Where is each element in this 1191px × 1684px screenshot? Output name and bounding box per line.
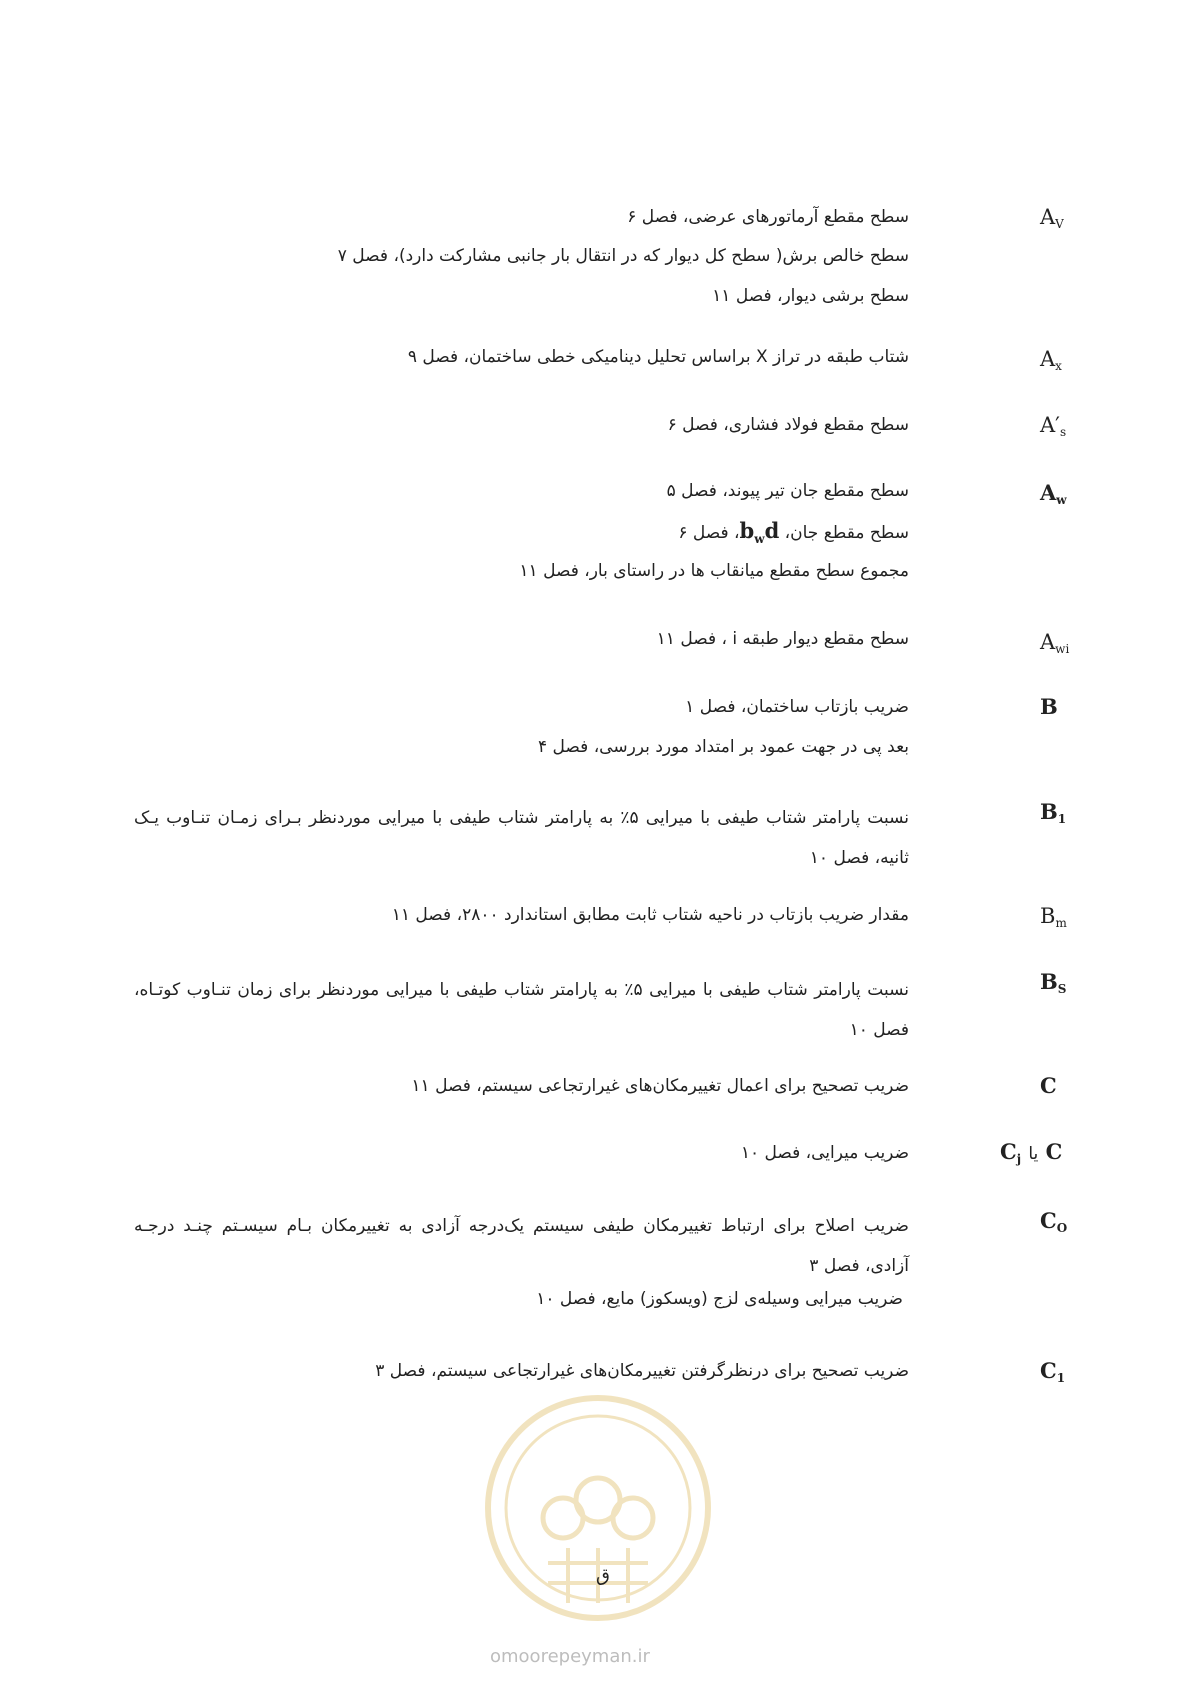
symbol-B1: $B_1$ <box>1040 799 1067 826</box>
definition-line: مجموع سطح مقطع میانقاب ها در راستای بار، فصل ۱۱ <box>519 561 909 581</box>
symbol-C1: $C_1$ <box>1040 1358 1066 1385</box>
definition-line: ضریب میرایی، فصل ۱۰ <box>740 1143 909 1163</box>
definition-line: سطح مقطع آرماتورهای عرضی، فصل ۶ <box>627 207 909 227</box>
watermark-site: omoorepeyman.ir <box>490 1646 650 1667</box>
definition-line: نسبت پارامتر شتاب طیفی با میرایی ۵٪ به پارامتر شتاب طیفی با میرایی موردنظر برای زمان تنـاوب کوتـاه، فصل ۱۰ <box>134 980 909 1040</box>
math-bwd: $b_wd$ <box>739 518 780 547</box>
definition-line: مقدار ضریب بازتاب در ناحیه شتاب ثابت مطابق استاندارد ۲۸۰۰، فصل ۱۱ <box>391 905 909 925</box>
definition-line: سطح مقطع فولاد فشاری، فصل ۶ <box>667 415 909 435</box>
symbol-Awi: $A_{wi}$ <box>1040 630 1070 656</box>
symbol-C-or-Cj: $C_j$ یا C <box>1000 1139 1063 1166</box>
definition-line: سطح مقطع دیوار طبقه i ، فصل ۱۱ <box>656 629 909 649</box>
definition-line <box>678 519 909 551</box>
definition-line: ضریب تصحیح برای درنظرگرفتن تغییرمکان‌های غیرارتجاعی سیستم، فصل ۳ <box>375 1361 909 1381</box>
definition-line: سطح مقطع جان تیر پیوند، فصل ۵ <box>666 481 909 501</box>
definition-line: سطح خالص برش( سطح کل دیوار که در انتقال بار جانبی مشارکت دارد)، فصل ۷ <box>337 246 909 266</box>
page-number: ق <box>596 1565 610 1586</box>
symbol-B: B <box>1040 694 1058 719</box>
definition-line: بعد پی در جهت عمود بر امتداد مورد بررسی، فصل ۴ <box>538 737 909 757</box>
watermark-seal-icon <box>478 1388 718 1628</box>
symbol-Av: $A_V$ <box>1040 205 1064 231</box>
definition-line: ضریب بازتاب ساختمان، فصل ۱ <box>685 697 909 717</box>
symbol-As-prime: $A'_s$ <box>1040 413 1067 439</box>
definition-line: ضریب تصحیح برای اعمال تغییرمکان‌های غیرارتجاعی سیستم، فصل ۱۱ <box>411 1076 909 1096</box>
definition-line: ضریب میرایی وسیله‌ی لزج (ویسکوز) مایع، فصل ۱۰ <box>536 1289 903 1309</box>
symbol-Co: $C_O$ <box>1040 1208 1068 1235</box>
definition-line: ضریب اصلاح برای ارتباط تغییرمکان طیفی سیستم یک‌درجه آزادی به تغییرمکان بـام سیسـتم چنـد درجـه آزادی، فصل ۳ <box>134 1216 909 1276</box>
definition-line: نسبت پارامتر شتاب طیفی با میرایی ۵٪ به پارامتر شتاب طیفی با میرایی موردنظر بـرای زمـان تنـاوب یـک ثانیه، فصل ۱۰ <box>134 808 909 868</box>
symbol-Ax: $A_x$ <box>1040 347 1062 373</box>
symbol-Bs: $B_S$ <box>1040 969 1067 996</box>
definition-text: سطح مقطع جان، <box>784 523 909 543</box>
definition-line: شتاب طبقه در تراز X براساس تحلیل دینامیکی خطی ساختمان، فصل ۹ <box>407 347 909 367</box>
symbol-Bm: $B_m$ <box>1040 904 1067 930</box>
symbol-Aw: $A_w$ <box>1040 480 1067 507</box>
definition-text: ، فصل ۶ <box>678 523 740 543</box>
symbol-C: C <box>1040 1073 1057 1098</box>
definition-line: سطح برشی دیوار، فصل ۱۱ <box>712 286 909 306</box>
